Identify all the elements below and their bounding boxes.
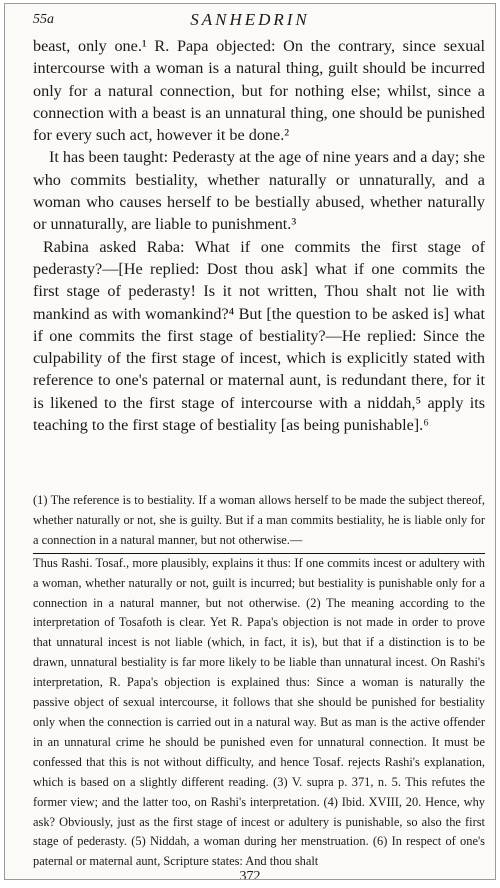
document-page <box>4 3 496 880</box>
page-number: 372 <box>239 869 261 880</box>
running-head <box>5 10 495 30</box>
footnotes <box>33 491 485 872</box>
footnote-1-underlined: (1) The reference is to bestiality. If a woman allows herself to be made the subject thereof, whether naturally or not, she is guilty. But if a man commits bestiality, he is liable only for a connection in a natural manner, but not otherwise.— <box>33 491 485 554</box>
book-title: SANHEDRIN <box>190 10 310 29</box>
footnotes-continued: Thus Rashi. Tosaf., more plausibly, explains it thus: If one commits incest or adultery with a woman, whether naturally or not, guilt is incurred; but bestiality is punishable only for a connection in a natural manner, but not otherwise. (2) The meaning according to the interpretation of Tosafoth is clear. Yet R. Papa's objection is not made in order to prove that unnatural incest is not liable (which, in fact, it is), but that if a distinction is to be drawn, unnatural bestiality is far more likely to be liable than unnatural incest. On Rashi's interpretation, R. Papa's objection is explained thus: Since a woman is naturally the passive object of sexual intercourse, it follows that she should be punished for bestiality only when the connection is carried out in a natural way. But as man is the active offender in an unnatural crime he should be punished even for unnatural connection. It must be confessed that this is not without difficulty, and hence Tosaf. rejects Rashi's explanation, which is based on a slightly different reading. (3) V. supra p. 371, n. 5. This refutes the former view; and the latter too, on Rashi's interpretation. (4) Ibid. XVIII, 20. Hence, why ask? Obviously, just as the first stage of incest or adultery is punishable, so also the first stage of pederasty. (5) Niddah, a woman during her menstruation. (6) In respect of one's paternal or maternal aunt, Scripture states: And thou shalt <box>33 555 485 869</box>
paragraph-1: beast, only one.¹ R. Papa objected: On the contrary, since sexual intercourse with a woman is a natural thing, guilt should be incurred only for a natural connection, but for nothing else; whilst, since a connection with a beast is an unnatural thing, one should be punished for every such act, however it be done.² <box>33 37 485 145</box>
main-text <box>33 35 485 436</box>
folio-reference: 55a <box>33 12 54 27</box>
paragraph-2: It has been taught: Pederasty at the age of nine years and a day; she who commits bestiality, whether naturally or unnaturally, and a woman who causes herself to be bestially abused, whether naturally or unnaturally, are liable to punishment.³ <box>33 148 486 234</box>
paragraph-3: Rabina asked Raba: What if one commits the first stage of pederasty?—[He replied: Dost thou ask] what if one commits the first stage of pederasty! Is it not written, Thou shalt not lie with mankind as with womankind?⁴ But [the question to be asked is] what if one commits the first stage of bestiality?—He replied: Since the culpability of the first stage of incest, which is explicitly stated with reference to one's paternal or maternal aunt, is redundant there, for it is likened to the first stage of intercourse with a niddah,⁵ apply its teaching to the first stage of bestiality [as being punishable].⁶ <box>33 237 485 435</box>
